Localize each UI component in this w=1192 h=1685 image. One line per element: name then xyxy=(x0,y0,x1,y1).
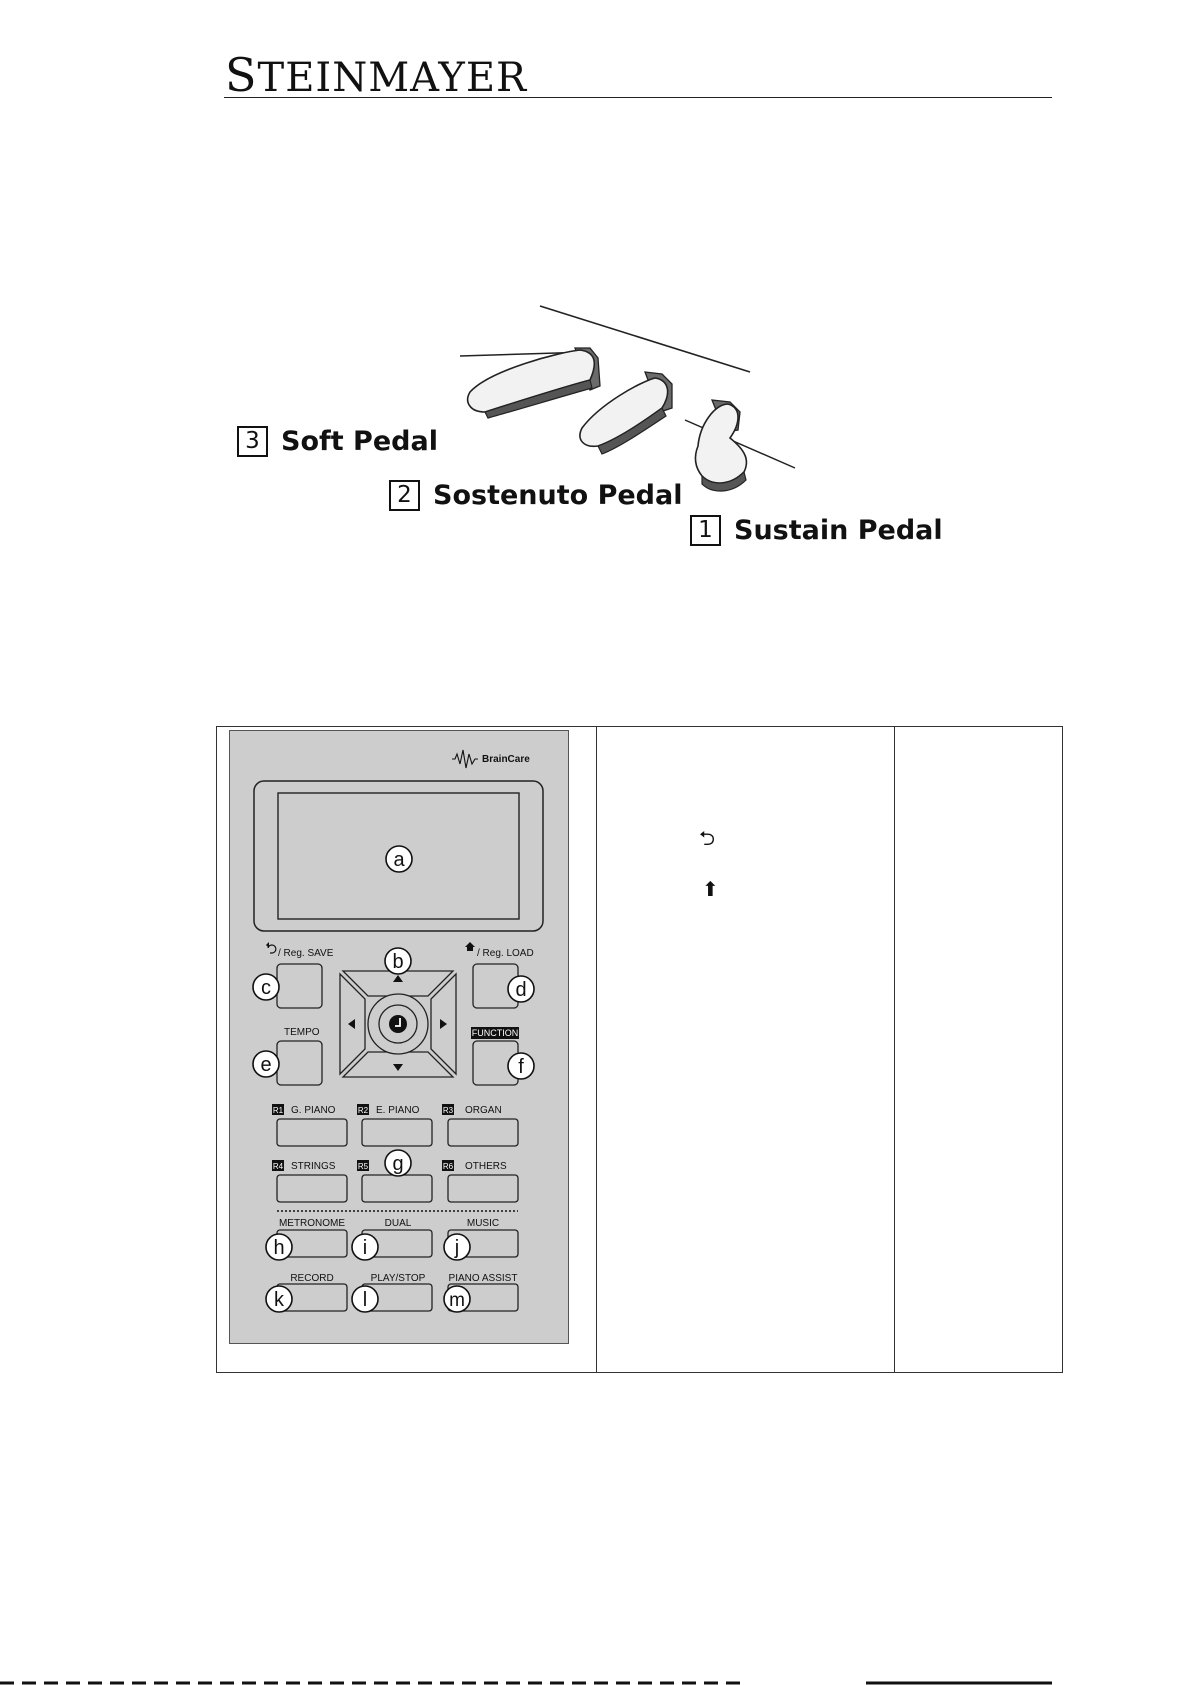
reg-load-label: / Reg. LOAD xyxy=(477,948,534,959)
soft-pedal-number: 3 xyxy=(237,426,268,457)
control-panel-diagram xyxy=(229,730,569,1344)
marker-h xyxy=(266,1234,292,1260)
marker-b xyxy=(385,948,411,974)
sustain-pedal-label xyxy=(690,515,943,546)
badge-r3: R3 xyxy=(442,1106,454,1115)
badge-r5: R5 xyxy=(357,1162,369,1171)
e-piano-button[interactable] xyxy=(362,1119,432,1146)
svg-text:g: g xyxy=(392,1153,404,1175)
svg-text:m: m xyxy=(449,1290,465,1311)
marker-a xyxy=(386,846,412,872)
dual-label: DUAL xyxy=(384,1218,412,1229)
svg-text:f: f xyxy=(518,1056,524,1078)
shift-symbol-icon: ⬆ xyxy=(702,877,719,901)
play-stop-label: PLAY/STOP xyxy=(370,1273,426,1284)
soft-pedal-shape xyxy=(468,348,600,418)
soft-pedal-text: Soft Pedal xyxy=(281,426,438,457)
brand-initial: S xyxy=(225,48,258,102)
marker-l xyxy=(352,1286,378,1312)
table-divider-1 xyxy=(596,727,597,1372)
marker-g xyxy=(385,1150,411,1176)
reg-save-button[interactable] xyxy=(277,964,322,1008)
g-piano-button[interactable] xyxy=(277,1119,347,1146)
svg-text:c: c xyxy=(261,977,271,999)
soft-pedal-label xyxy=(237,426,438,457)
music-label: MUSIC xyxy=(466,1218,500,1229)
marker-d xyxy=(508,976,534,1002)
marker-c xyxy=(253,974,279,1000)
others-button[interactable] xyxy=(448,1175,518,1202)
svg-text:j: j xyxy=(454,1237,460,1259)
marker-i xyxy=(352,1234,378,1260)
marker-j xyxy=(444,1234,470,1260)
strings-button[interactable] xyxy=(277,1175,347,1202)
bottom-edge-strip xyxy=(0,1680,1192,1685)
g-piano-label: G. PIANO xyxy=(291,1105,336,1116)
tempo-button[interactable] xyxy=(277,1041,322,1085)
sostenuto-pedal-number: 2 xyxy=(389,480,420,511)
back-symbol-icon: ⮌ xyxy=(699,826,716,850)
svg-text:b: b xyxy=(392,951,404,973)
sustain-pedal-text: Sustain Pedal xyxy=(734,515,943,546)
badge-r2: R2 xyxy=(357,1106,369,1115)
metronome-label: METRONOME xyxy=(278,1218,346,1229)
others-label: OTHERS xyxy=(465,1161,507,1172)
tempo-label: TEMPO xyxy=(284,1027,320,1038)
marker-e xyxy=(253,1051,279,1077)
brand-logo xyxy=(225,48,528,102)
function-label: FUNCTION xyxy=(471,1028,519,1038)
braincare-logo xyxy=(452,750,530,768)
e-piano-label: E. PIANO xyxy=(376,1105,420,1116)
svg-text:k: k xyxy=(274,1289,284,1311)
table-divider-2 xyxy=(894,727,895,1372)
svg-text:h: h xyxy=(273,1237,285,1259)
sostenuto-pedal-label xyxy=(389,480,683,511)
reg-save-label: / Reg. SAVE xyxy=(278,948,334,959)
organ-label: ORGAN xyxy=(465,1105,502,1116)
sustain-pedal-number: 1 xyxy=(690,515,721,546)
svg-text:e: e xyxy=(260,1054,272,1076)
brand-rest: TEINMAYER xyxy=(257,55,528,101)
piano-assist-label: PIANO ASSIST xyxy=(448,1273,518,1284)
marker-k xyxy=(266,1286,292,1312)
braincare-text: BrainCare xyxy=(482,754,530,765)
marker-f xyxy=(508,1053,534,1079)
svg-text:i: i xyxy=(362,1237,368,1259)
svg-text:a: a xyxy=(393,849,405,871)
strings-label: STRINGS xyxy=(291,1161,336,1172)
pedal-illustration xyxy=(450,300,810,500)
sostenuto-pedal-text: Sostenuto Pedal xyxy=(433,480,683,511)
badge-r1: R1 xyxy=(272,1106,284,1115)
enter-icon xyxy=(389,1015,407,1033)
organ-button[interactable] xyxy=(448,1119,518,1146)
navigation-pad xyxy=(340,971,456,1077)
badge-r6: R6 xyxy=(442,1162,454,1171)
marker-m xyxy=(444,1286,470,1312)
control-panel-svg xyxy=(230,731,568,1343)
svg-text:d: d xyxy=(515,979,527,1001)
svg-text:l: l xyxy=(362,1289,368,1311)
header-rule xyxy=(224,97,1052,98)
sustain-pedal-shape xyxy=(695,400,746,491)
record-label: RECORD xyxy=(290,1273,334,1284)
r5-button[interactable] xyxy=(362,1175,432,1202)
badge-r4: R4 xyxy=(272,1162,284,1171)
